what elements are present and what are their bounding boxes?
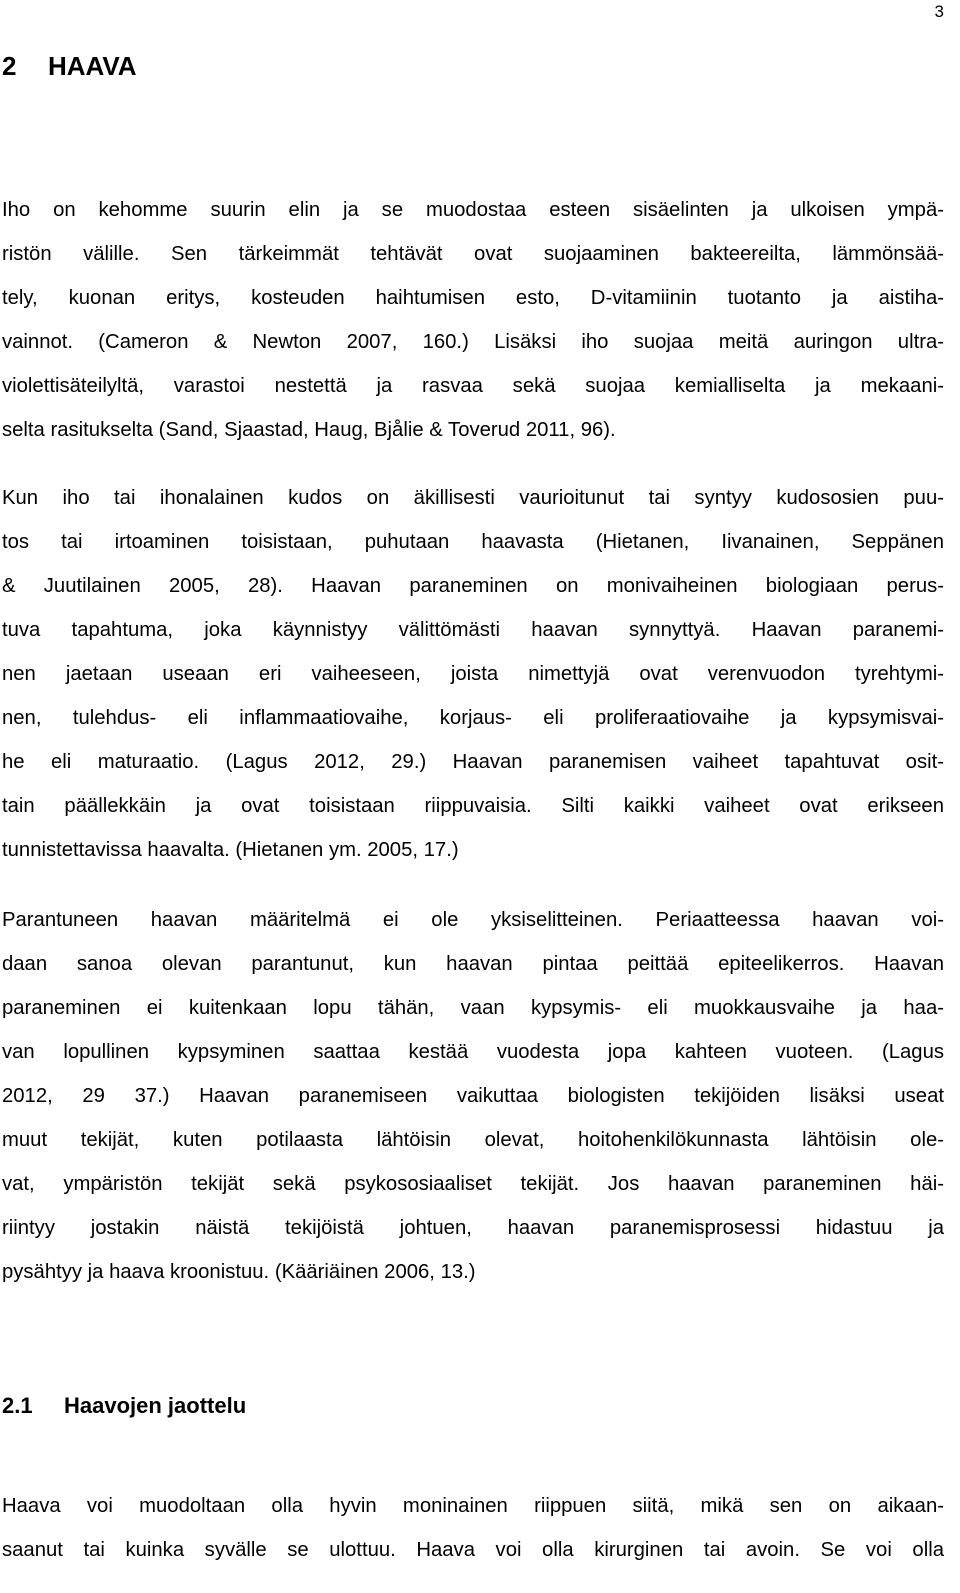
- section-title: Haavojen jaottelu: [64, 1393, 247, 1418]
- text-line: nen jaetaan useaan eri vaiheeseen, joista nimettyjä ovat verenvuodon tyrehtymi-: [2, 663, 944, 685]
- text-line: tunnistettavissa haavalta. (Hietanen ym. 2005, 17.): [2, 839, 459, 861]
- text-line: vainnot. (Cameron & Newton 2007, 160.) Lisäksi iho suojaa meitä auringon ultra-: [2, 331, 944, 353]
- paragraph-3: [2, 898, 944, 1294]
- text-line: daan sanoa olevan parantunut, kun haavan pintaa peittää epiteelikerros. Haavan: [2, 953, 944, 975]
- text-line: saanut tai kuinka syvälle se ulottuu. Haava voi olla kirurginen tai avoin. Se voi olla: [2, 1539, 944, 1561]
- text-line: paraneminen ei kuitenkaan lopu tähän, vaan kypsymis- eli muokkausvaihe ja haa-: [2, 997, 944, 1019]
- paragraph-4: [2, 1484, 944, 1572]
- text-line: he eli maturaatio. (Lagus 2012, 29.) Haavan paranemisen vaiheet tapahtuvat osit-: [2, 751, 944, 773]
- chapter-number: 2: [2, 51, 17, 81]
- text-line: 2012, 29 37.) Haavan paranemiseen vaikuttaa biologisten tekijöiden lisäksi useat: [2, 1085, 944, 1107]
- text-line: tuva tapahtuma, joka käynnistyy välittömästi haavan synnyttyä. Haavan paranemi-: [2, 619, 944, 641]
- text-line: ristön välille. Sen tärkeimmät tehtävät ovat suojaaminen bakteereilta, lämmönsää-: [2, 243, 944, 265]
- text-line: nen, tulehdus- eli inflammaatiovaihe, korjaus- eli proliferaatiovaihe ja kypsymisvai-: [2, 707, 944, 729]
- text-line: van lopullinen kypsyminen saattaa kestää vuodesta jopa kahteen vuoteen. (Lagus: [2, 1041, 944, 1063]
- text-line: Kun iho tai ihonalainen kudos on äkillisesti vaurioitunut tai syntyy kudososien puu-: [2, 487, 944, 509]
- text-line: Haava voi muodoltaan olla hyvin moninainen riippuen siitä, mikä sen on aikaan-: [2, 1495, 944, 1517]
- paragraph-2: [2, 476, 944, 872]
- text-line: tely, kuonan eritys, kosteuden haihtumisen esto, D-vitamiinin tuotanto ja aistiha-: [2, 287, 944, 309]
- text-line: Iho on kehomme suurin elin ja se muodostaa esteen sisäelinten ja ulkoisen ympä-: [2, 199, 944, 221]
- section-number: 2.1: [2, 1393, 33, 1418]
- text-line: violettisäteilyltä, varastoi nestettä ja rasvaa sekä suojaa kemialliselta ja mekaani-: [2, 375, 944, 397]
- text-line: pysähtyy ja haava kroonistuu. (Kääriäinen 2006, 13.): [2, 1261, 476, 1283]
- chapter-heading: [2, 50, 137, 82]
- section-heading: [2, 1392, 246, 1420]
- chapter-title: HAAVA: [48, 51, 137, 81]
- text-line: Parantuneen haavan määritelmä ei ole yksiselitteinen. Periaatteessa haavan voi-: [2, 909, 944, 931]
- text-line: tain päällekkäin ja ovat toisistaan riippuvaisia. Silti kaikki vaiheet ovat erikseen: [2, 795, 944, 817]
- page-number: 3: [934, 2, 944, 21]
- text-line: vat, ympäristön tekijät sekä psykososiaaliset tekijät. Jos haavan paraneminen häi-: [2, 1173, 944, 1195]
- text-line: tos tai irtoaminen toisistaan, puhutaan haavasta (Hietanen, Iivanainen, Seppänen: [2, 531, 944, 553]
- paragraph-1: [2, 188, 944, 452]
- text-line: selta rasitukselta (Sand, Sjaastad, Haug, Bjålie & Toverud 2011, 96).: [2, 419, 616, 441]
- text-line: muut tekijät, kuten potilaasta lähtöisin olevat, hoitohenkilökunnasta lähtöisin ole-: [2, 1129, 944, 1151]
- text-line: & Juutilainen 2005, 28). Haavan paraneminen on monivaiheinen biologiaan perus-: [2, 575, 944, 597]
- text-line: riintyy jostakin näistä tekijöistä johtuen, haavan paranemisprosessi hidastuu ja: [2, 1217, 944, 1239]
